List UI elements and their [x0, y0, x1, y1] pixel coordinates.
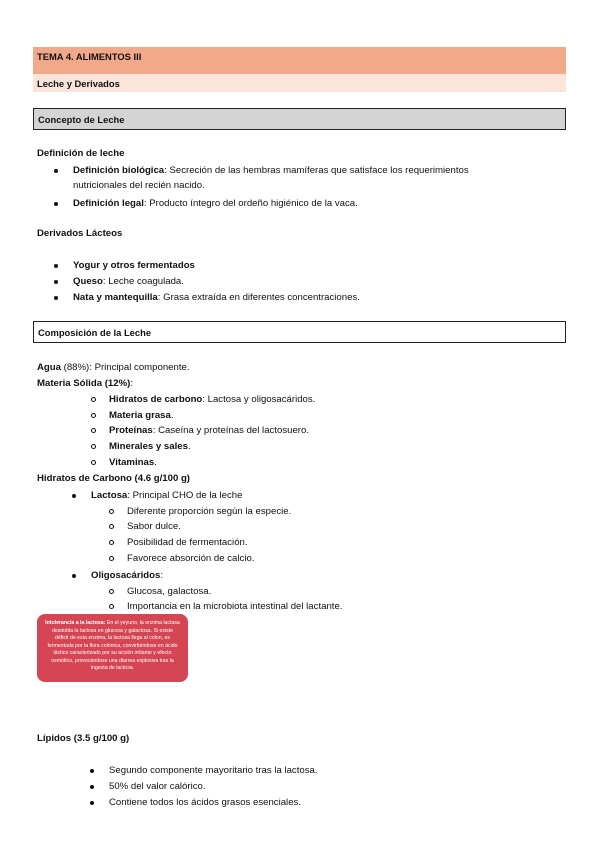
- min-dot: .: [187, 441, 191, 452]
- bio-text-continued: nutricionales del recién nacido.: [73, 180, 205, 191]
- list-item: [73, 260, 195, 272]
- agua-line: [37, 362, 190, 374]
- section-subtitle: Leche y Derivados: [33, 74, 566, 92]
- list-item: Favorece absorción de calcio.: [127, 553, 255, 564]
- nata-text: : Grasa extraída en diferentes concentraciones.: [157, 292, 360, 303]
- materia-line: [37, 378, 133, 390]
- list-item: Glucosa, galactosa.: [127, 586, 212, 597]
- legal-label: Definición legal: [73, 198, 144, 209]
- list-item: Importancia en la microbiota intestinal del lactante.: [127, 601, 343, 612]
- definicion-title: Definición de leche: [37, 148, 125, 159]
- legal-text: : Producto íntegro del ordeño higiénico de la vaca.: [143, 198, 358, 209]
- hc-label: Hidratos de carbono: [109, 394, 203, 405]
- vit-dot: .: [154, 457, 157, 468]
- list-item: [109, 425, 309, 437]
- oligo-colon: :: [160, 570, 163, 581]
- agua-label: Agua: [37, 362, 61, 373]
- min-label: Minerales y sales: [109, 441, 188, 452]
- list-item: [109, 394, 315, 406]
- list-item: [91, 490, 242, 502]
- list-item: [73, 276, 184, 288]
- list-item: [73, 292, 360, 304]
- prot-label: Proteínas: [109, 425, 153, 436]
- list-item: Contiene todos los ácidos grasos esenciales.: [109, 797, 301, 808]
- hc-text: : Lactosa y oligosacáridos.: [202, 394, 316, 405]
- oligo-label: Oligosacáridos: [91, 570, 161, 581]
- list-item: Diferente proporción según la especie.: [127, 506, 292, 517]
- derivados-title: Derivados Lácteos: [37, 228, 123, 239]
- queso-label: Queso: [73, 276, 103, 287]
- list-item: 50% del valor calórico.: [109, 781, 206, 792]
- list-item: Segundo componente mayoritario tras la lactosa.: [109, 765, 318, 776]
- note-text: En el yeyuno, la enzima lactasa desdobla la lactosa en glucosa y galactosa. Si existe déficit de esta enzima, la lactosa llega al colon, es fermentada por la flora colónica, convirtiéndose en ácido láctico caracterizado por su acción irritante y efecto osmótico, provocándose una diarrea explosiva tras la ingesta de lactosa.: [47, 620, 180, 672]
- hidratos-title: Hidratos de Carbono (4.6 g/100 g): [37, 473, 190, 484]
- lactosa-label: Lactosa: [91, 490, 128, 501]
- list-item: Posibilidad de fermentación.: [127, 537, 248, 548]
- vit-label: Vitaminas: [109, 457, 155, 468]
- lipidos-title: Lípidos (3.5 g/100 g): [37, 733, 130, 744]
- note-label: Intolerancia a la lactosa:: [45, 620, 106, 626]
- list-item: [91, 570, 163, 582]
- lactosa-text: : Principal CHO de la leche: [127, 490, 243, 501]
- bio-label: Definición biológica: [73, 165, 165, 176]
- prot-text: : Caseína y proteínas del lactosuero.: [152, 425, 309, 436]
- list-item: [109, 410, 174, 422]
- list-item: [73, 198, 358, 210]
- list-item: [73, 165, 469, 177]
- topic-title: TEMA 4. ALIMENTOS III: [33, 47, 566, 74]
- queso-text: : Leche coagulada.: [102, 276, 184, 287]
- yogur-label: Yogur y otros fermentados: [73, 260, 195, 271]
- grasa-label: Materia grasa: [109, 410, 171, 421]
- grasa-dot: .: [170, 410, 174, 421]
- agua-text: (88%): Principal componente.: [60, 362, 190, 373]
- intolerance-note: [37, 614, 188, 682]
- list-item: Sabor dulce.: [127, 521, 181, 532]
- concepto-heading: Concepto de Leche: [33, 108, 566, 130]
- materia-colon: :: [130, 378, 133, 389]
- materia-label: Materia Sólida (12%): [37, 378, 131, 389]
- composicion-heading: Composición de la Leche: [33, 321, 566, 343]
- list-item: [109, 441, 191, 453]
- bio-text: : Secreción de las hembras mamíferas que satisface los requerimientos: [164, 165, 469, 176]
- nata-label: Nata y mantequilla: [73, 292, 158, 303]
- list-item: [109, 457, 157, 469]
